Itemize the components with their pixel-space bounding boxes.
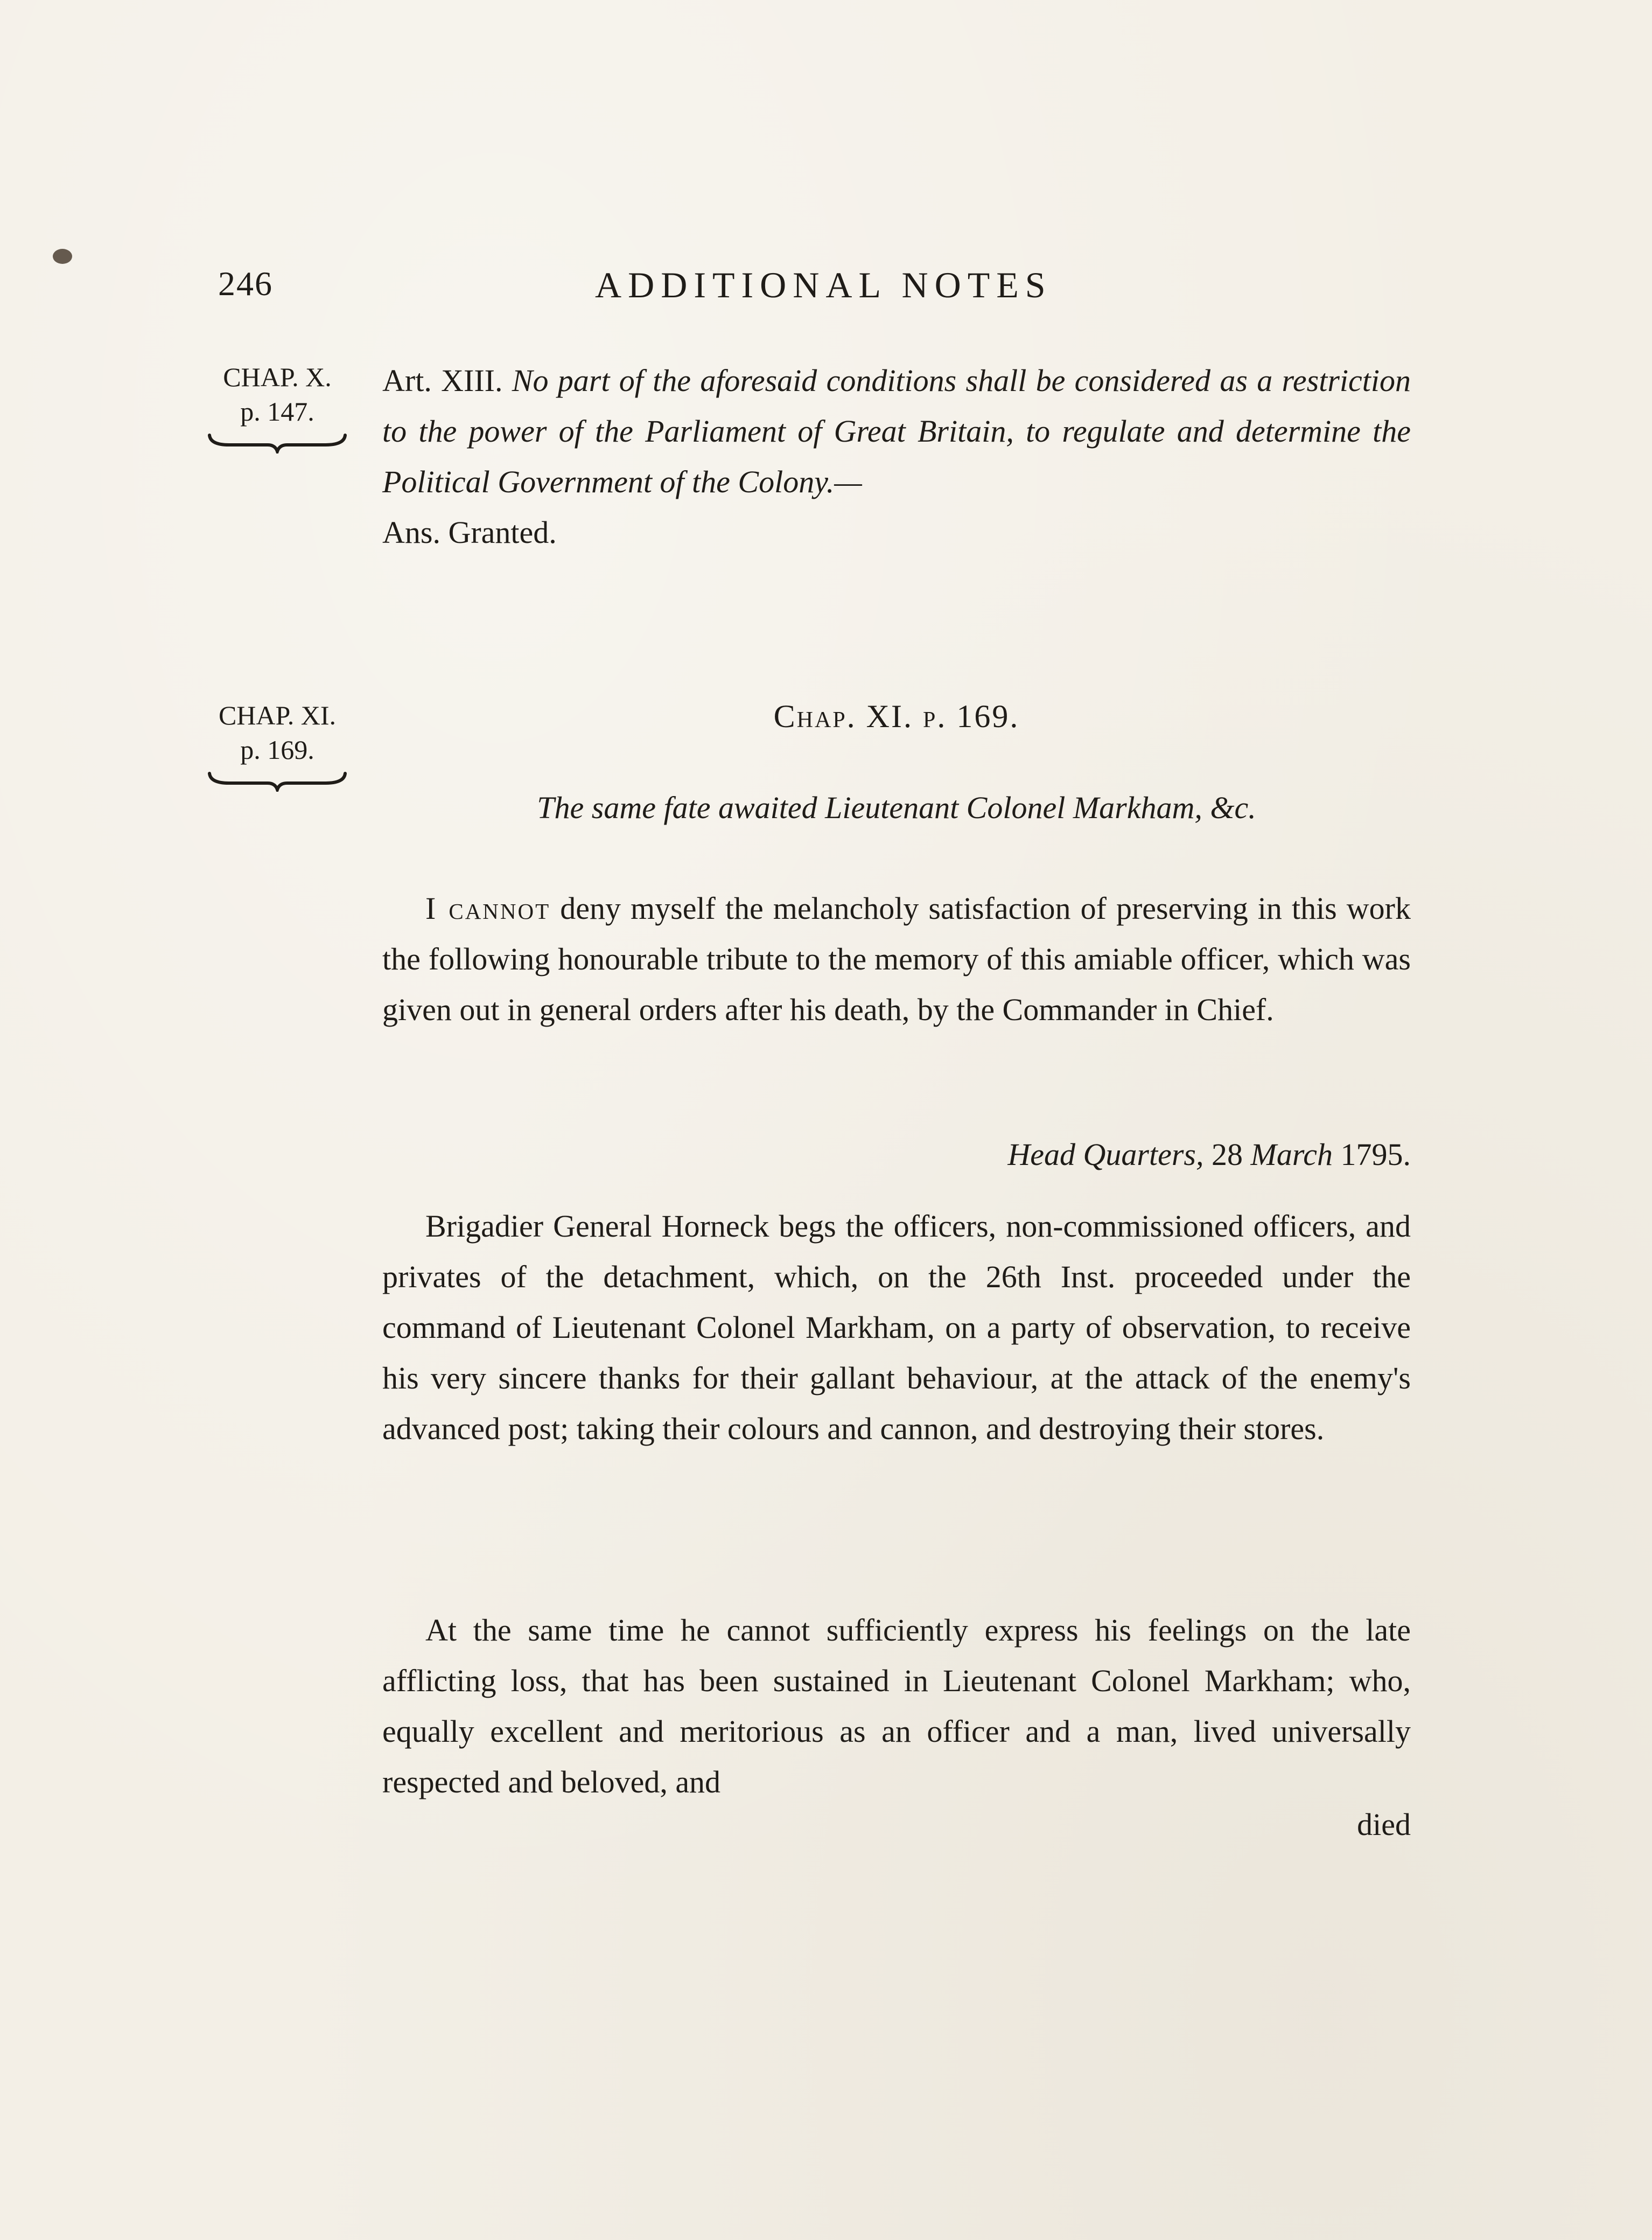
catchword: died [1357, 1807, 1411, 1842]
chapter-heading-text: Chap. XI. p. 169. [773, 699, 1020, 734]
dateline-place: Head Quarters, [1007, 1137, 1204, 1172]
order-paragraph [382, 1201, 1411, 1454]
article-text: No part of the aforesaid conditions shall be considered as a restriction to the power of the Parliament of Great Britain, to regulate and determine the Political Government of the Colony.— [382, 363, 1411, 499]
intro-text: deny myself the melancholy satisfaction of preserving in this work the following honourable tribute to the memory of this amiable officer, which was given out in general orders after his death, by the Commander in Chief. [382, 891, 1411, 1027]
ink-spot [53, 249, 72, 264]
quote-heading: The same fate awaited Lieutenant Colonel Markham, &c. [537, 790, 1256, 825]
dateline-month: March [1250, 1137, 1333, 1172]
tribute-paragraph [382, 1605, 1411, 1808]
dateline [382, 1136, 1411, 1173]
article-answer: Ans. Granted. [382, 515, 557, 550]
margin-note-page: p. 169. [240, 735, 314, 765]
brace-icon [207, 770, 347, 792]
paragraph-text: Brigadier General Horneck begs the officers, non-commissioned officers, and privates of the detachment, which, on the 26th Inst. proceeded under the command of Lieutenant Colonel Markham, on a party of observation, to receive his very sincere thanks for their gallant behaviour, at the attack of the enemy's advanced post; taking their colours and cannon, and destroying their stores. [382, 1209, 1411, 1446]
margin-note-chap-x [197, 360, 358, 453]
page-header [218, 264, 1411, 323]
running-head: ADDITIONAL NOTES [595, 264, 1052, 305]
margin-note-chap-xi [197, 698, 358, 792]
article-label: Art. XIII. [382, 363, 503, 398]
page-number: 246 [218, 264, 273, 303]
margin-note-page: p. 147. [240, 396, 314, 427]
dateline-date: 28 [1212, 1137, 1243, 1172]
margin-note-chapter: CHAP. X. [223, 362, 332, 392]
chapter-heading [382, 698, 1411, 735]
intro-lead: I cannot [425, 891, 551, 926]
margin-note-chapter: CHAP. XI. [218, 700, 337, 730]
intro-paragraph [382, 883, 1411, 1035]
brace-icon [207, 432, 347, 453]
dateline-year: 1795. [1340, 1137, 1411, 1172]
paragraph-text: At the same time he cannot sufficiently express his feelings on the late afflicting loss, that has been sustained in Lieutenant Colonel Markham; who, equally excellent and meritorious as an officer and a man, lived universally respected and beloved, and [382, 1613, 1411, 1799]
article-xiii [382, 355, 1411, 558]
